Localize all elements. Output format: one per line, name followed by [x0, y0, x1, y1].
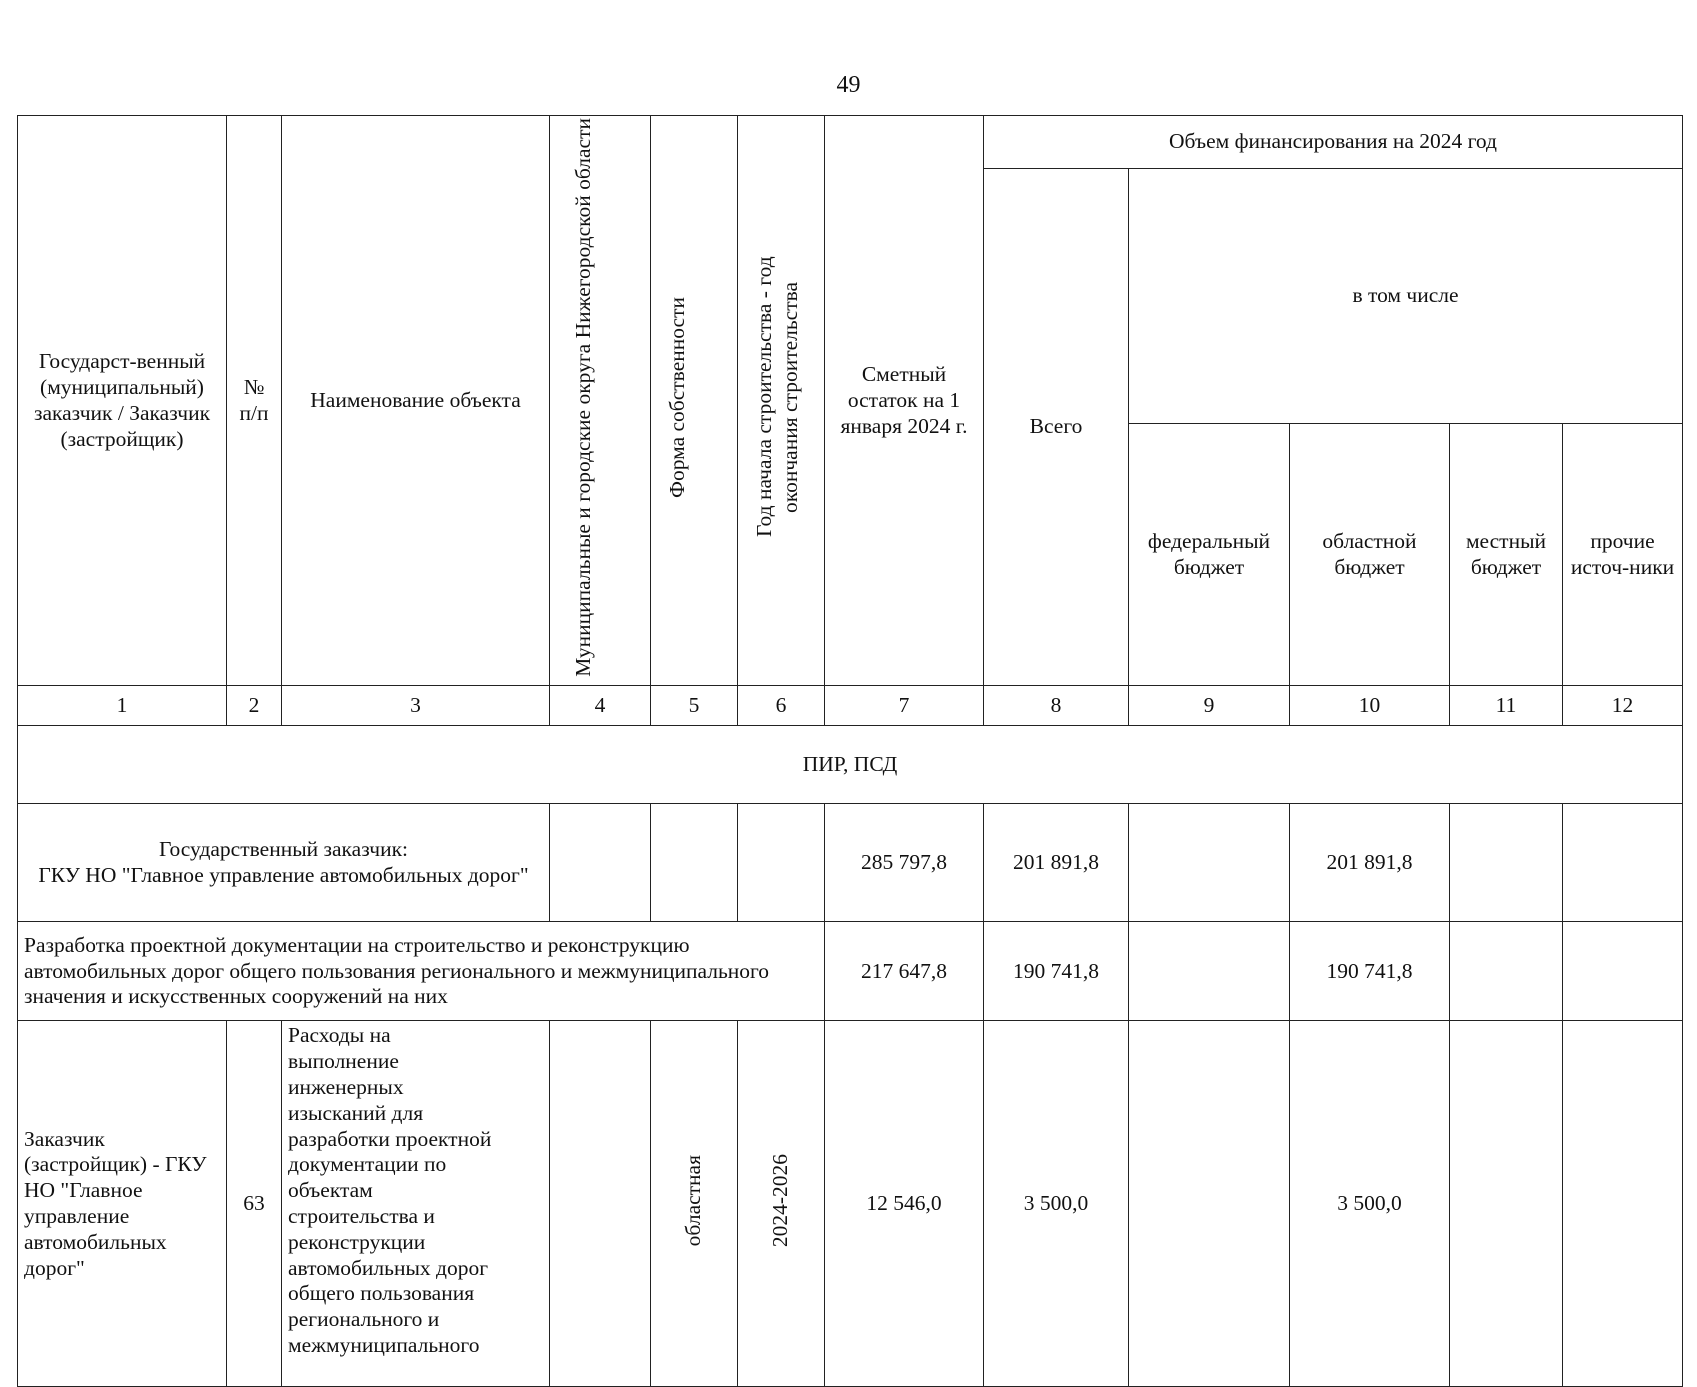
item-name: Расходы на выполнение инженерных изысканий для разработки проектной документации по объектам строительства и реконструкции автомобильных дорог общего пользования регионального и межмуниципального: [282, 1021, 550, 1387]
column-number: 10: [1290, 686, 1450, 726]
column-number: 7: [825, 686, 984, 726]
empty-cell: [651, 804, 738, 922]
column-number: 5: [651, 686, 738, 726]
header-funding-title: Объем финансирования на 2024 год: [984, 116, 1683, 169]
column-number: 8: [984, 686, 1129, 726]
header-customer: Государст-венный (муниципальный) заказчик / Заказчик (застройщик): [18, 116, 227, 686]
empty-cell: [1563, 804, 1683, 922]
empty-cell: [1563, 922, 1683, 1021]
header-years: [738, 116, 825, 686]
header-total: Всего: [984, 169, 1129, 686]
header-ownership-text: Форма собственности: [665, 296, 689, 498]
empty-cell: [1450, 922, 1563, 1021]
column-number: 12: [1563, 686, 1683, 726]
header-municipality-text: Муниципальные и городские округа Нижегородской области: [571, 118, 595, 677]
column-number: 3: [282, 686, 550, 726]
customer-row-regional: 201 891,8: [1290, 804, 1450, 922]
item-regional: 3 500,0: [1290, 1021, 1450, 1387]
financing-table: [17, 115, 1683, 1387]
subsection-row-regional: 190 741,8: [1290, 922, 1450, 1021]
column-number: 6: [738, 686, 825, 726]
item-years: [738, 1021, 825, 1387]
empty-cell: [738, 804, 825, 922]
item-years-text: 2024-2026: [768, 1154, 793, 1248]
column-number: 1: [18, 686, 227, 726]
column-number: 2: [227, 686, 282, 726]
item-ownership-text: областная: [681, 1154, 706, 1247]
item-customer: Заказчик (застройщик) - ГКУ НО "Главное управление автомобильных дорог": [18, 1021, 227, 1387]
customer-row-total: 201 891,8: [984, 804, 1129, 922]
empty-cell: [1450, 1021, 1563, 1387]
header-municipality: [550, 116, 651, 686]
empty-cell: [1129, 804, 1290, 922]
header-regional: областной бюджет: [1290, 424, 1450, 686]
item-total: 3 500,0: [984, 1021, 1129, 1387]
column-number: 4: [550, 686, 651, 726]
item-estimate: 12 546,0: [825, 1021, 984, 1387]
header-local: местный бюджет: [1450, 424, 1563, 686]
column-number: 9: [1129, 686, 1290, 726]
item-ownership: [651, 1021, 738, 1387]
empty-cell: [550, 1021, 651, 1387]
header-federal: федеральный бюджет: [1129, 424, 1290, 686]
header-num: № п/п: [227, 116, 282, 686]
section-row: [18, 726, 1683, 804]
subsection-row: [18, 922, 1683, 1021]
column-number-row: [18, 686, 1683, 726]
subsection-row-estimate: 217 647,8: [825, 922, 984, 1021]
page-number: 49: [836, 72, 861, 98]
empty-cell: [1129, 922, 1290, 1021]
empty-cell: [1563, 1021, 1683, 1387]
header-row-1: [18, 116, 1683, 169]
header-including: в том числе: [1129, 169, 1683, 424]
empty-cell: [1129, 1021, 1290, 1387]
empty-cell: [550, 804, 651, 922]
column-number: 11: [1450, 686, 1563, 726]
section-title: ПИР, ПСД: [18, 726, 1683, 804]
empty-cell: [1450, 804, 1563, 922]
header-object-name: Наименование объекта: [282, 116, 550, 686]
subsection-row-total: 190 741,8: [984, 922, 1129, 1021]
customer-row-estimate: 285 797,8: [825, 804, 984, 922]
header-ownership: [651, 116, 738, 686]
header-estimate: Сметный остаток на 1 января 2024 г.: [825, 116, 984, 686]
subsection-row-label: Разработка проектной документации на строительство и реконструкцию автомобильных дорог общего пользования регионального и межмуниципального значения и искусственных сооружений на них: [18, 922, 825, 1021]
customer-row: [18, 804, 1683, 922]
header-years-text: Год начала строительства - год окончания строительства: [752, 257, 802, 538]
header-other: прочие источ-ники: [1563, 424, 1683, 686]
customer-row-label: Государственный заказчик: ГКУ НО "Главное управление автомобильных дорог": [18, 804, 550, 922]
item-row: [18, 1021, 1683, 1387]
item-num: 63: [227, 1021, 282, 1387]
